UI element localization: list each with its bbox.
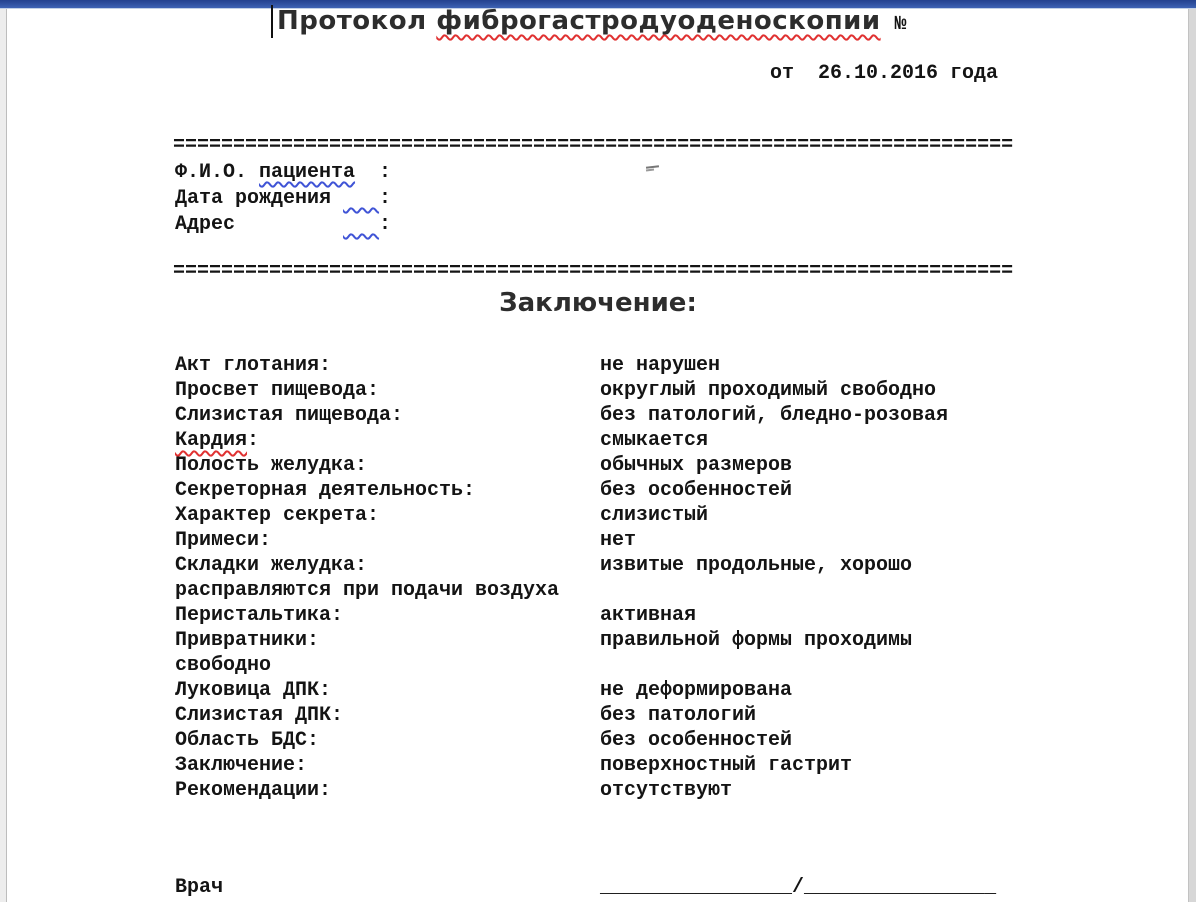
report-row bbox=[175, 504, 948, 529]
field-label: Привратники: bbox=[175, 629, 320, 652]
field-value: отсутствуют bbox=[600, 779, 733, 802]
address-colon: : bbox=[379, 213, 392, 236]
report-row bbox=[175, 604, 948, 629]
field-label: Область БДС: bbox=[175, 729, 320, 752]
doctor-signature-row bbox=[175, 876, 996, 899]
title-misspelled-word: фиброгастродуоденоскопии bbox=[436, 6, 881, 36]
report-row bbox=[175, 529, 948, 554]
birth-misspelled-space bbox=[343, 187, 379, 210]
separator-line-bottom: ====================================================================== bbox=[173, 260, 1014, 283]
field-label: Секреторная деятельность: bbox=[175, 479, 476, 502]
field-value: обычных размеров bbox=[600, 454, 793, 477]
field-label: Акт глотания: bbox=[175, 354, 332, 377]
field-value-continuation: свободно bbox=[175, 654, 272, 677]
field-label: Рекомендации: bbox=[175, 779, 332, 802]
field-label: Характер секрета: bbox=[175, 504, 380, 527]
field-value: без патологий bbox=[600, 704, 757, 727]
fio-label: Ф.И.О. bbox=[175, 161, 260, 184]
window-left-edge bbox=[0, 9, 7, 902]
field-value: смыкается bbox=[600, 429, 709, 452]
field-value: не деформирована bbox=[600, 679, 793, 702]
title-text: Протокол bbox=[277, 6, 437, 36]
field-value: нет bbox=[600, 529, 637, 552]
report-row bbox=[175, 404, 948, 429]
field-label: Заключение: bbox=[175, 754, 308, 777]
field-label: Полость желудка: bbox=[175, 454, 368, 477]
report-row-continuation bbox=[175, 579, 948, 604]
report-row bbox=[175, 379, 948, 404]
misspelled-field-word: Кардия bbox=[175, 429, 248, 452]
field-value: слизистый bbox=[600, 504, 709, 527]
field-value: правильной формы проходимы bbox=[600, 629, 913, 652]
birth-colon: : bbox=[379, 187, 392, 210]
field-value: без особенностей bbox=[600, 479, 793, 502]
text-cursor bbox=[271, 5, 273, 38]
field-label: Слизистая ДПК: bbox=[175, 704, 344, 727]
patient-address-line bbox=[175, 212, 391, 238]
patient-block bbox=[175, 160, 391, 238]
field-label: Примеси: bbox=[175, 529, 272, 552]
address-label: Адрес bbox=[175, 213, 344, 236]
report-row bbox=[175, 704, 948, 729]
smudge-mark bbox=[646, 166, 659, 172]
address-misspelled-space bbox=[343, 213, 379, 236]
report-row bbox=[175, 679, 948, 704]
field-value: извитые продольные, хорошо bbox=[600, 554, 913, 577]
date-line: от 26.10.2016 года bbox=[770, 62, 999, 85]
field-label: Перистальтика: bbox=[175, 604, 344, 627]
field-label: Складки желудка: bbox=[175, 554, 368, 577]
separator-line-top: ====================================================================== bbox=[173, 134, 1014, 157]
report-row bbox=[175, 754, 948, 779]
field-label bbox=[175, 429, 600, 452]
report-row bbox=[175, 454, 948, 479]
field-label: Просвет пищевода: bbox=[175, 379, 380, 402]
field-value-continuation: расправляются при подачи воздуха bbox=[175, 579, 560, 602]
patient-fio-line bbox=[175, 160, 391, 186]
field-label-colon: : bbox=[247, 429, 260, 452]
document-title bbox=[277, 4, 907, 42]
patient-birth-line bbox=[175, 186, 391, 212]
report-row-continuation bbox=[175, 654, 948, 679]
report-row bbox=[175, 629, 948, 654]
fio-colon: : bbox=[355, 161, 392, 184]
field-value: активная bbox=[600, 604, 697, 627]
report-row bbox=[175, 779, 948, 804]
section-title: Заключение: bbox=[499, 288, 697, 318]
report-row bbox=[175, 479, 948, 504]
signature-line: ________________/________________ bbox=[600, 876, 997, 899]
report-row bbox=[175, 429, 948, 454]
field-value: не нарушен bbox=[600, 354, 721, 377]
field-value: округлый проходимый свободно bbox=[600, 379, 937, 402]
findings-list bbox=[175, 354, 948, 804]
field-value: поверхностный гастрит bbox=[600, 754, 853, 777]
field-value: без особенностей bbox=[600, 729, 793, 752]
field-label: Слизистая пищевода: bbox=[175, 404, 404, 427]
report-row bbox=[175, 354, 948, 379]
fio-misspelled-word: пациента bbox=[259, 161, 356, 184]
field-label: Луковица ДПК: bbox=[175, 679, 332, 702]
report-row bbox=[175, 554, 948, 579]
number-sign: № bbox=[894, 13, 907, 36]
field-value: без патологий, бледно-розовая bbox=[600, 404, 949, 427]
report-row bbox=[175, 729, 948, 754]
window-right-edge bbox=[1188, 9, 1196, 902]
birth-label: Дата рождения bbox=[175, 187, 344, 210]
doctor-label: Врач bbox=[175, 876, 224, 899]
